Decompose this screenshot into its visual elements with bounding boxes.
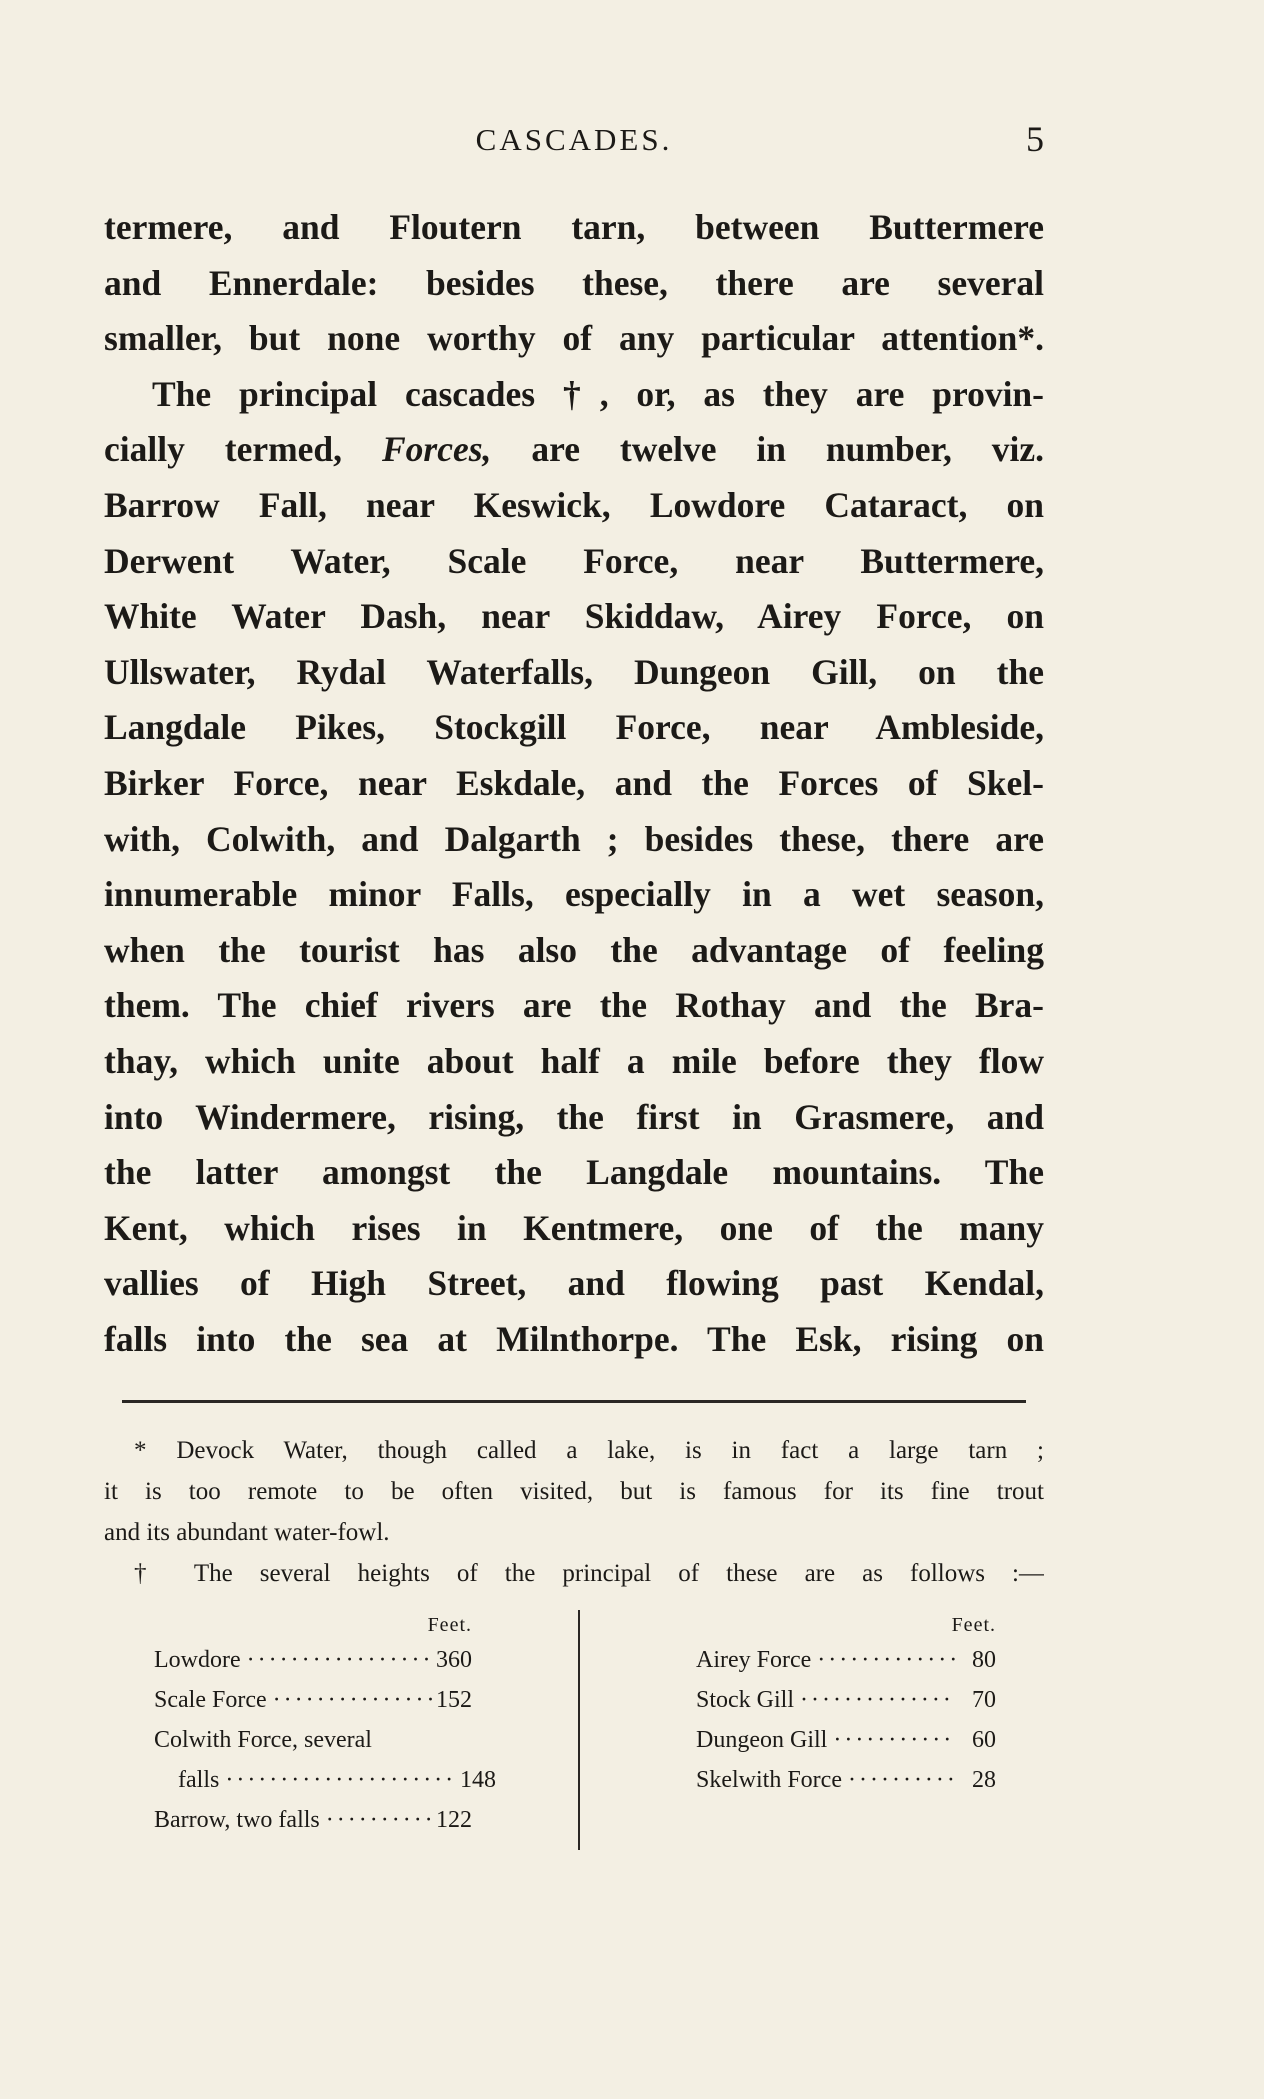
leader-dots bbox=[842, 1760, 956, 1800]
leader-dots bbox=[794, 1680, 956, 1720]
table-row bbox=[696, 1720, 996, 1760]
page-header bbox=[104, 118, 1044, 168]
footnote-line: it is too remote to be often visited, but is famous for its fine trout bbox=[104, 1478, 1044, 1505]
fall-name: falls bbox=[178, 1767, 220, 1793]
table-row bbox=[696, 1760, 996, 1800]
fall-height: 80 bbox=[972, 1647, 996, 1673]
fall-name: Barrow, two falls bbox=[154, 1807, 320, 1833]
heights-column-left bbox=[154, 1610, 662, 1840]
table-row bbox=[154, 1720, 472, 1760]
column-divider bbox=[578, 1610, 580, 1850]
leader-dots bbox=[267, 1680, 432, 1720]
fall-height: 152 bbox=[436, 1687, 472, 1713]
fall-height: 60 bbox=[972, 1727, 996, 1753]
text-line: innumerable minor Falls, especially in a wet season, bbox=[104, 874, 1044, 915]
fall-height bbox=[432, 1720, 472, 1760]
footnote-rule bbox=[122, 1400, 1026, 1403]
text-line: and Ennerdale: besides these, there are several bbox=[104, 262, 1044, 303]
footnote-line: * Devock Water, though called a lake, is in fact a large tarn ; bbox=[134, 1437, 1044, 1464]
page-number: 5 bbox=[1026, 119, 1044, 159]
text-line: Ullswater, Rydal Waterfalls, Dungeon Gill, on the bbox=[104, 651, 1044, 692]
unit-label: Feet. bbox=[427, 1614, 472, 1636]
text-line: The principal cascades †, or, as they are provin- bbox=[152, 373, 1044, 414]
table-row bbox=[696, 1680, 996, 1720]
table-row bbox=[696, 1640, 996, 1680]
text-line: Derwent Water, Scale Force, near Buttermere, bbox=[104, 540, 1044, 581]
running-title: CASCADES. bbox=[475, 122, 673, 157]
text-line: when the tourist has also the advantage of feeling bbox=[104, 929, 1044, 970]
text-line: termere, and Floutern tarn, between Buttermere bbox=[104, 207, 1044, 247]
leader-dots bbox=[811, 1640, 956, 1680]
text-line: falls into the sea at Milnthorpe. The Esk, rising on bbox=[104, 1318, 1044, 1359]
unit-label: Feet. bbox=[951, 1614, 996, 1636]
fall-name: Lowdore bbox=[154, 1647, 241, 1673]
fall-name: Colwith Force, several bbox=[154, 1727, 372, 1753]
fall-height: 28 bbox=[972, 1767, 996, 1793]
fall-height: 148 bbox=[460, 1767, 496, 1793]
fall-height: 122 bbox=[436, 1807, 472, 1833]
text-line: Kent, which rises in Kentmere, one of the many bbox=[104, 1207, 1044, 1248]
italic-term: Forces, bbox=[381, 429, 492, 470]
text-line: Birker Force, near Eskdale, and the Forces of Skel- bbox=[104, 762, 1044, 803]
heights-table bbox=[104, 1610, 1044, 1850]
leader-dots bbox=[241, 1640, 432, 1680]
fall-name: Stock Gill bbox=[696, 1687, 795, 1713]
text-line: Langdale Pikes, Stockgill Force, near Ambleside, bbox=[104, 707, 1044, 748]
text-line: into Windermere, rising, the first in Grasmere, and bbox=[104, 1096, 1044, 1137]
main-text bbox=[104, 200, 1044, 1367]
text-line: White Water Dash, near Skiddaw, Airey Force, on bbox=[104, 596, 1044, 637]
fall-name: Dungeon Gill bbox=[696, 1727, 828, 1753]
table-row bbox=[154, 1640, 472, 1680]
text-run: are twelve in number, viz. bbox=[491, 429, 1044, 470]
text-line: Barrow Fall, near Keswick, Lowdore Cataract, on bbox=[104, 484, 1044, 525]
footnotes bbox=[104, 1430, 1044, 1594]
footnote-line: † The several heights of the principal of these are as follows :— bbox=[134, 1560, 1044, 1587]
fall-name: Skelwith Force bbox=[696, 1767, 842, 1793]
table-row bbox=[154, 1760, 496, 1800]
text-line: the latter amongst the Langdale mountains. The bbox=[104, 1152, 1044, 1193]
text-run: cially termed, bbox=[104, 429, 382, 470]
fall-height: 70 bbox=[972, 1687, 996, 1713]
text-line: vallies of High Street, and flowing past Kendal, bbox=[104, 1263, 1044, 1304]
leader-dots bbox=[320, 1800, 432, 1840]
footnote-line: and its abundant water-fowl. bbox=[104, 1519, 390, 1546]
leader-dots bbox=[827, 1720, 956, 1760]
text-line: with, Colwith, and Dalgarth ; besides these, there are bbox=[104, 818, 1044, 859]
text-line: them. The chief rivers are the Rothay and the Bra- bbox=[104, 985, 1044, 1026]
text-line: smaller, but none worthy of any particular attention*. bbox=[104, 318, 1044, 359]
fall-name: Airey Force bbox=[696, 1647, 812, 1673]
text-line: thay, which unite about half a mile before they flow bbox=[104, 1040, 1044, 1081]
leader-dots bbox=[219, 1760, 456, 1800]
leader-dots bbox=[372, 1720, 432, 1760]
fall-name: Scale Force bbox=[154, 1687, 267, 1713]
table-row bbox=[154, 1800, 472, 1840]
fall-height: 360 bbox=[436, 1647, 472, 1673]
table-row bbox=[154, 1680, 472, 1720]
heights-column-right bbox=[696, 1610, 996, 1800]
text-line-forces bbox=[104, 422, 1044, 478]
